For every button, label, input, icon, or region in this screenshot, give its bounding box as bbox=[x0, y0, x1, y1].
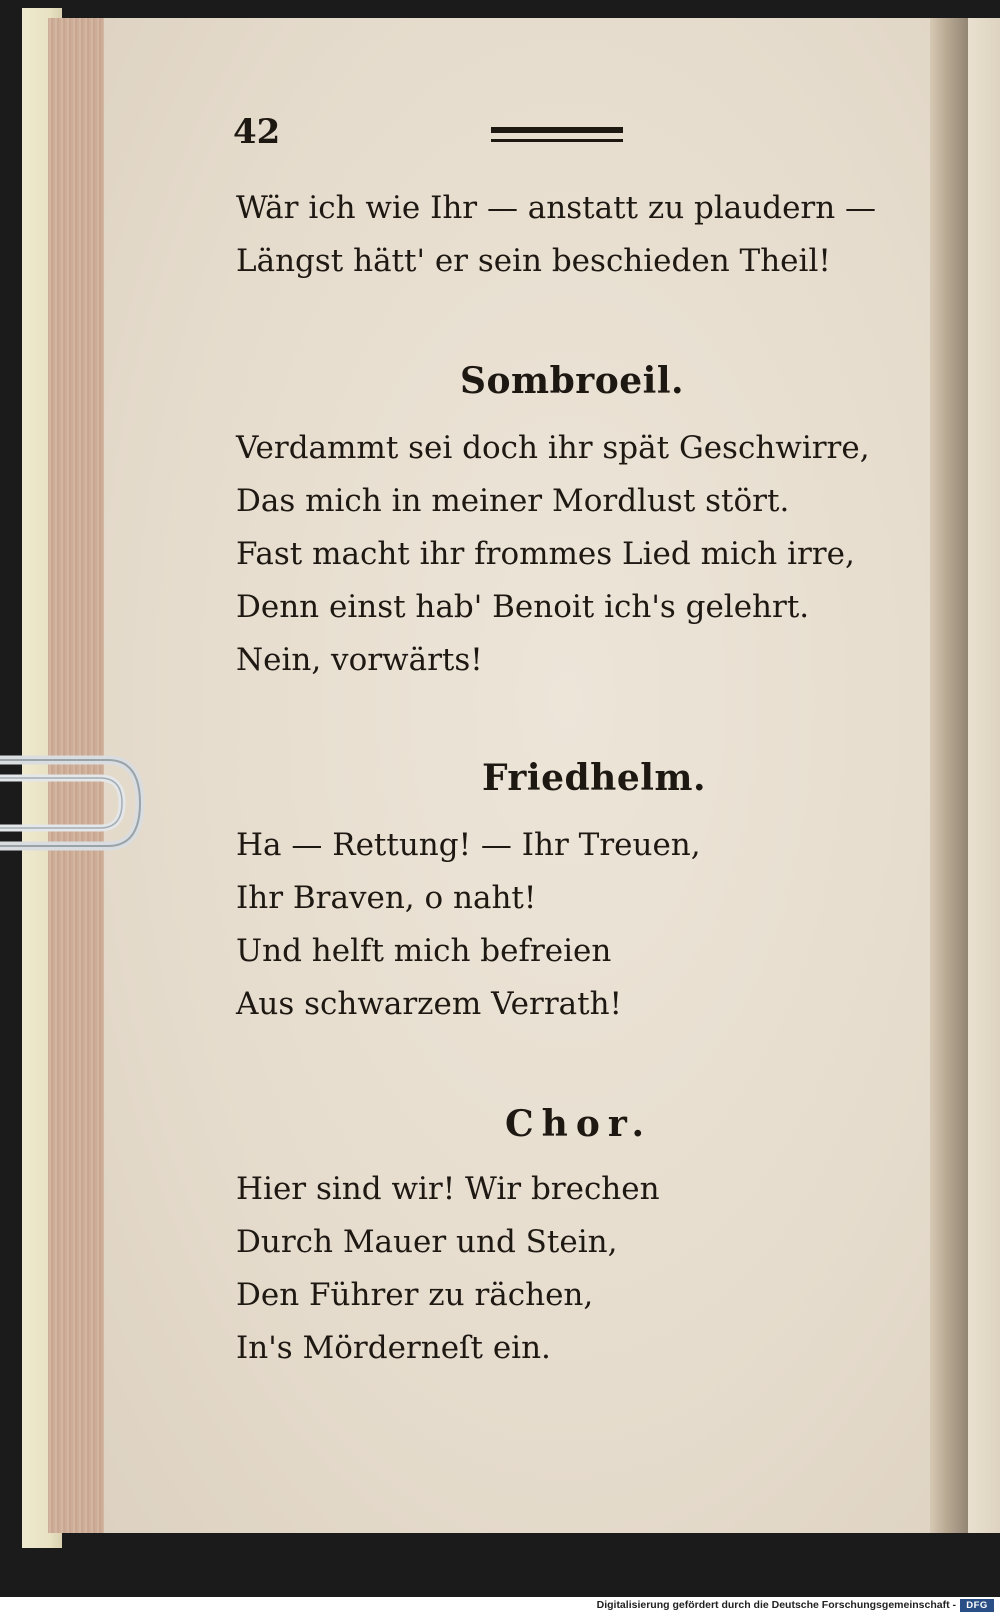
dfg-logo: DFG bbox=[960, 1599, 994, 1612]
page-number: 42 bbox=[233, 112, 281, 152]
speaker-heading: Chor. bbox=[505, 1103, 653, 1145]
header-rule bbox=[491, 127, 623, 147]
gutter-shadow bbox=[930, 18, 970, 1533]
speaker-heading: Friedhelm. bbox=[482, 757, 707, 799]
verse-line: Und helft mich befreien bbox=[236, 933, 612, 969]
verse-line: Fast macht ihr frommes Lied mich irre, bbox=[236, 536, 855, 572]
paper-clip bbox=[0, 748, 150, 868]
verse-line: Ihr Braven, o naht! bbox=[236, 880, 537, 916]
verse-line: Den Führer zu rächen, bbox=[236, 1277, 594, 1313]
verse-line: Wär ich wie Ihr — anstatt zu plaudern — bbox=[236, 190, 877, 226]
verse-line: Nein, vorwärts! bbox=[236, 642, 483, 678]
verse-line: Ha — Rettung! — Ihr Treuen, bbox=[236, 827, 701, 863]
verse-line: Denn einst hab' Benoit ich's gelehrt. bbox=[236, 589, 810, 625]
facing-page-edge bbox=[968, 18, 1000, 1533]
verse-line: Das mich in meiner Mordlust stört. bbox=[236, 483, 790, 519]
verse-line: In's Mörderneſt ein. bbox=[236, 1330, 551, 1366]
verse-line: Längst hätt' er sein beschieden Theil! bbox=[236, 243, 831, 279]
speaker-heading: Sombroeil. bbox=[460, 360, 685, 402]
verse-line: Hier sind wir! Wir brechen bbox=[236, 1171, 660, 1207]
footer-credit: Digitalisierung gefördert durch die Deutsche Forschungsgemeinschaft - bbox=[596, 1599, 956, 1611]
verse-line: Verdammt sei doch ihr spät Geschwirre, bbox=[236, 430, 870, 466]
verse-line: Aus schwarzem Verrath! bbox=[236, 986, 623, 1022]
verse-line: Durch Mauer und Stein, bbox=[236, 1224, 618, 1260]
